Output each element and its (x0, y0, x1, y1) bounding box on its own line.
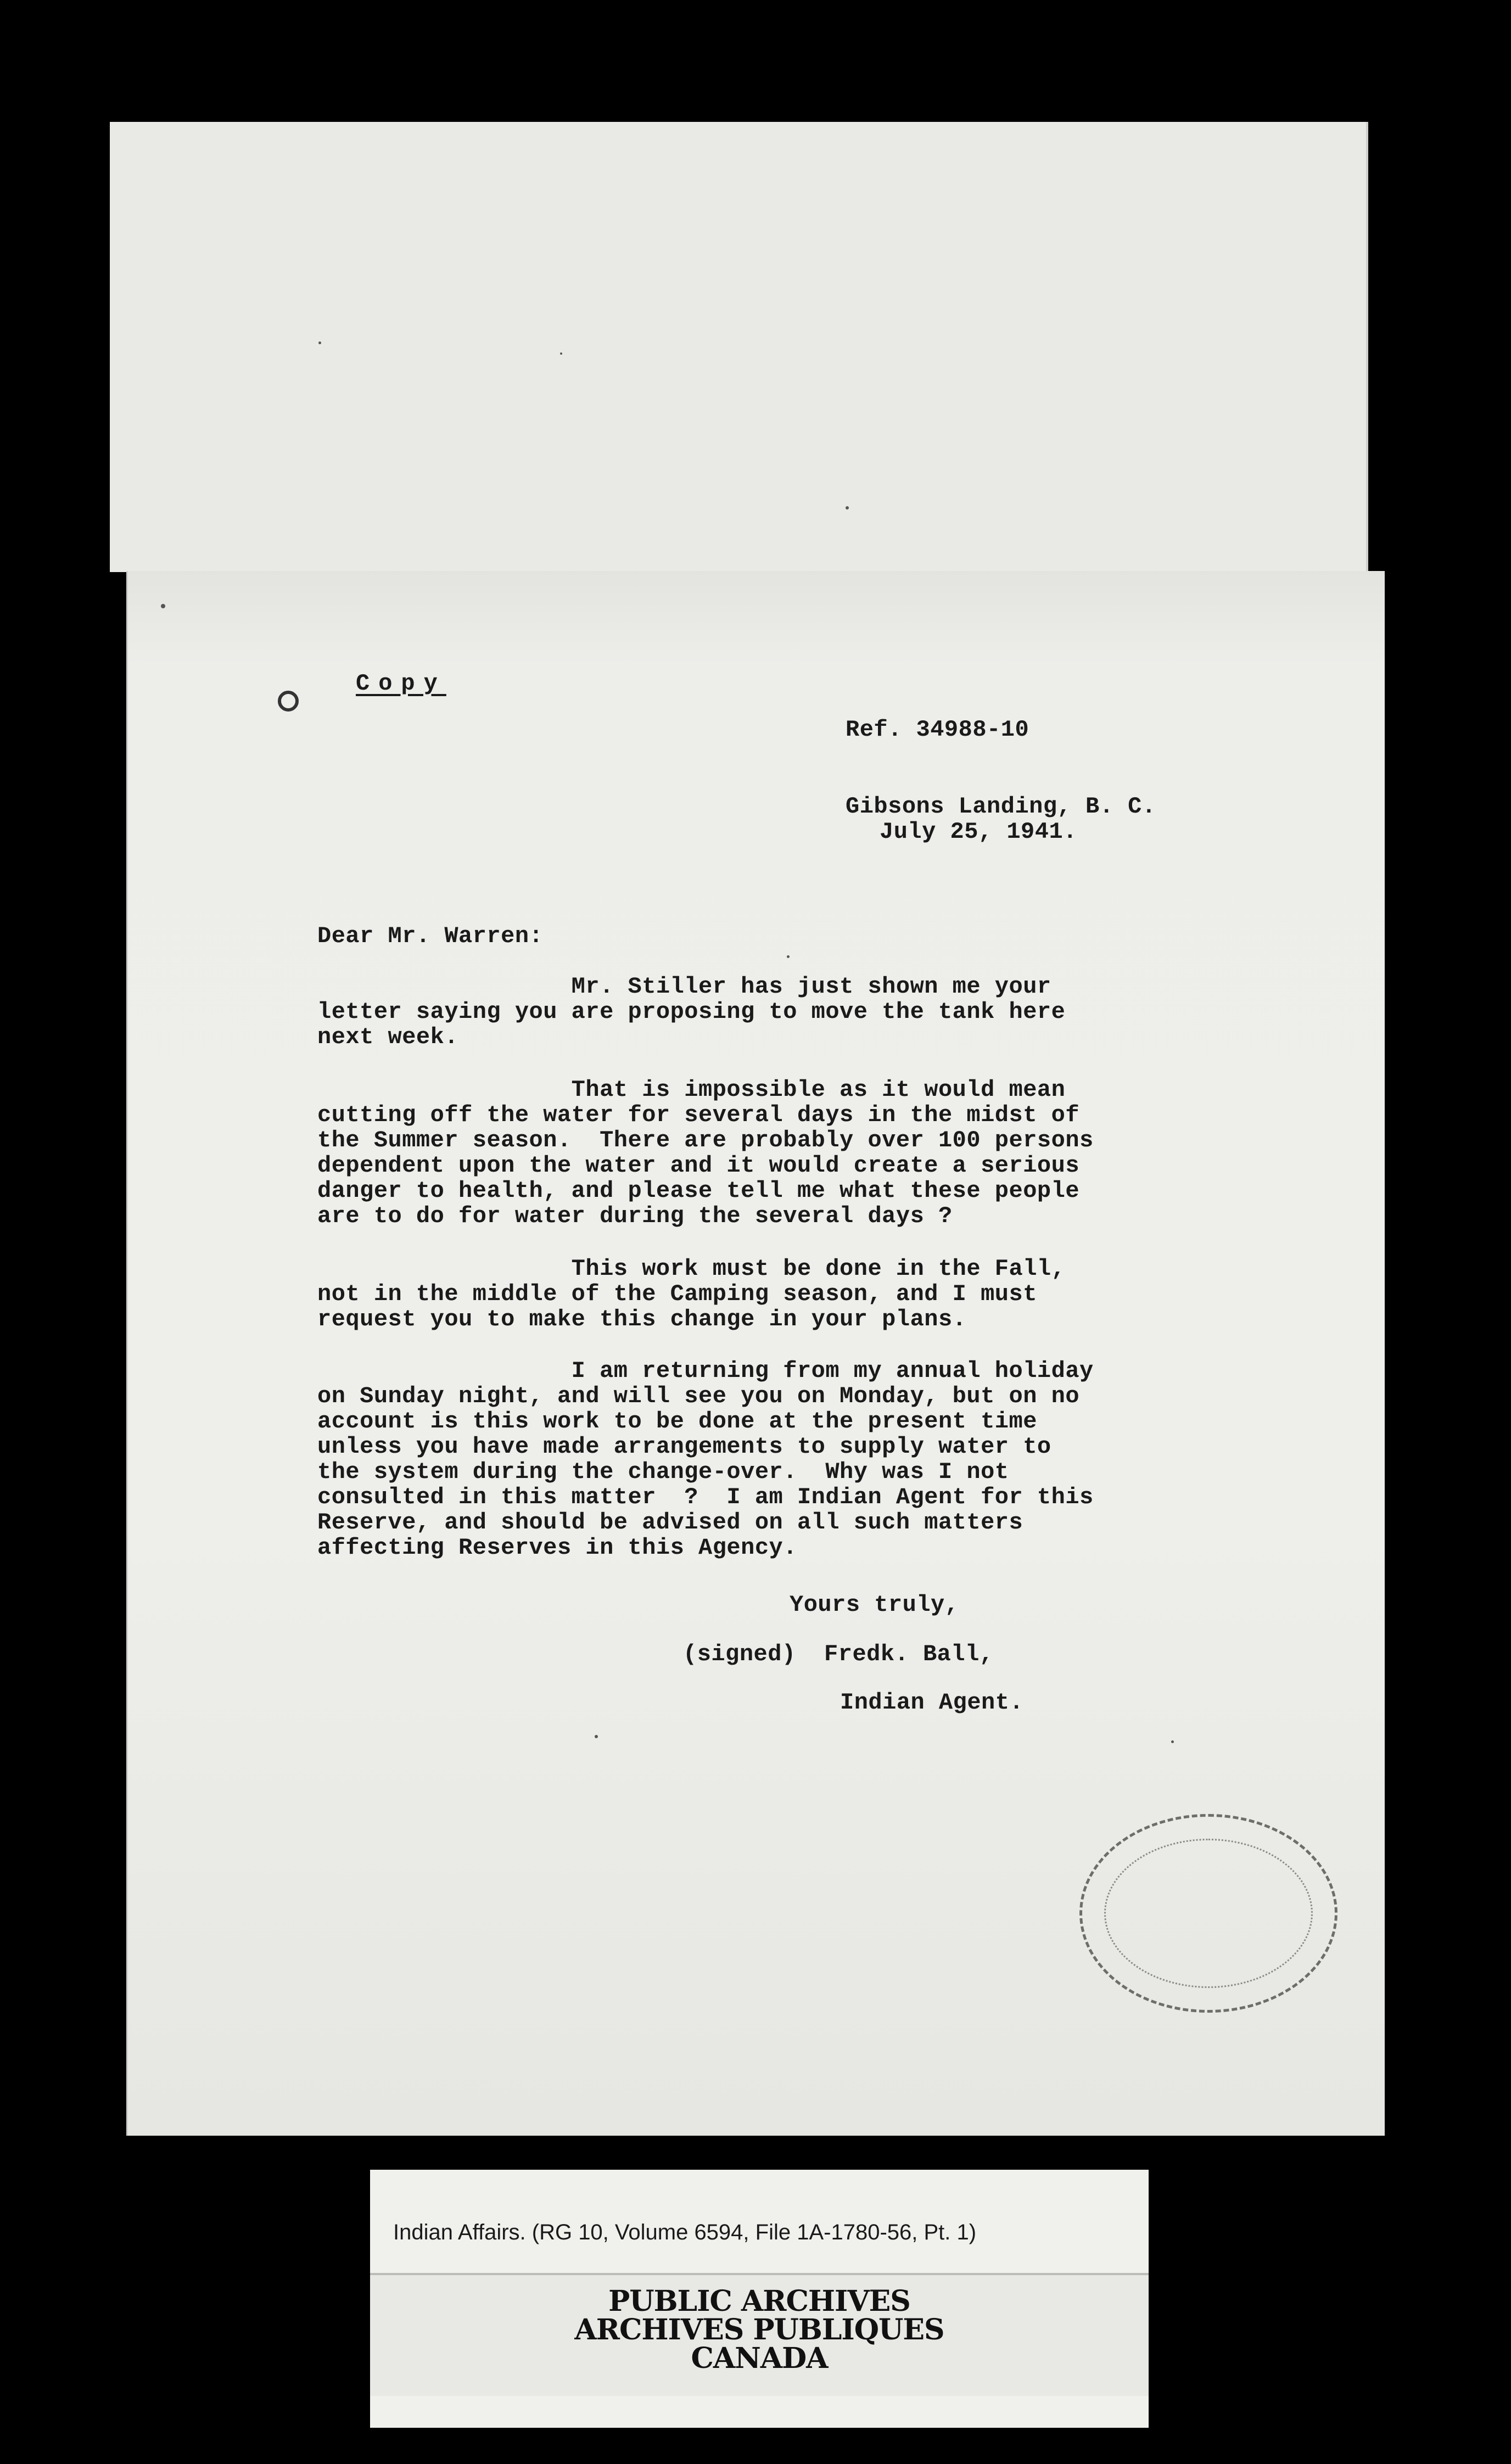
archive-stamp (1079, 1814, 1337, 2013)
body-paragraph: I am returning from my annual holiday on Sunday night, and will see you on Monday, but on no account is this work to be done at the present time unless you have made arrangements to supply water to the system during the change-over. Why was I not consulted in this matter ? I am Indian Agent for this Reserve, and should be advised on all such matters affecting Reserves in this Agency. (317, 1358, 1094, 1561)
paper-speck (846, 506, 849, 509)
paper-speck (595, 1735, 598, 1738)
reference-number: Ref. 34988-10 (846, 716, 1029, 743)
archive-country: CANADA (691, 2342, 828, 2375)
body-paragraph: This work must be done in the Fall, not in the middle of the Camping season, and I must request you to make this change in your plans. (317, 1256, 1066, 1332)
letter-place: Gibsons Landing, B. C. (846, 793, 1156, 820)
copy-heading: Copy (356, 670, 446, 697)
back-sheet (110, 122, 1368, 572)
paper-speck (161, 604, 165, 608)
signatory-title: Indian Agent. (840, 1689, 1024, 1716)
body-paragraph: Mr. Stiller has just shown me your letter saying you are proposing to move the tank here next week. (317, 973, 1066, 1050)
archive-citation: Indian Affairs. (RG 10, Volume 6594, File 1A-1780-56, Pt. 1) (393, 2220, 977, 2244)
archive-stamp-inner-ring (1104, 1839, 1313, 1988)
punch-hole-mark (278, 691, 299, 712)
paper-speck (787, 955, 790, 958)
paper-speck (318, 341, 321, 344)
archive-name-french: ARCHIVES PUBLIQUES (574, 2313, 944, 2347)
body-paragraph: That is impossible as it would mean cutting off the water for several days in the midst of the Summer season. There are probably over 100 persons dependent upon the water and it would create a serious danger to health, and please tell me what these people are to do for water during the several days ? (317, 1077, 1094, 1229)
paper-speck (1171, 1740, 1174, 1743)
archive-name-english: PUBLIC ARCHIVES (608, 2284, 910, 2318)
archive-label-card (370, 2170, 1149, 2428)
salutation: Dear Mr. Warren: (317, 923, 544, 949)
complimentary-close: Yours truly, (790, 1592, 959, 1618)
signature-line: (signed) Fredk. Ball, (683, 1641, 994, 1667)
letter-date: July 25, 1941. (880, 819, 1077, 845)
archive-name-band (370, 2273, 1149, 2396)
paper-speck (560, 352, 562, 355)
